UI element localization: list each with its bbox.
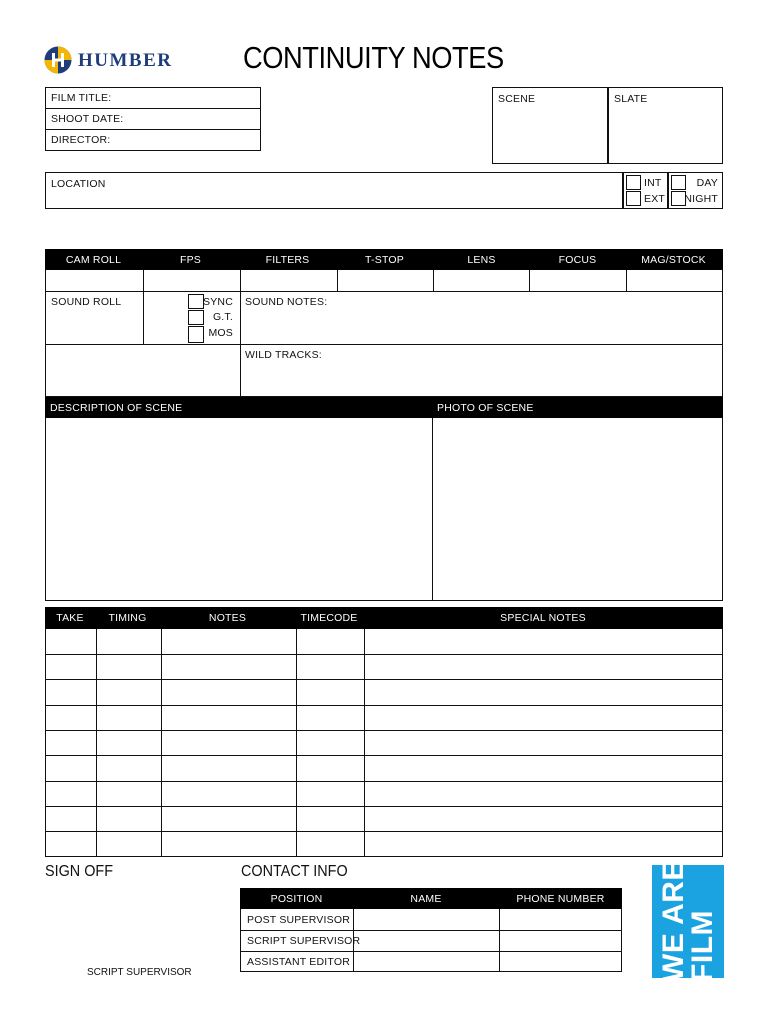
scene-slate-divider xyxy=(607,88,609,163)
logo-wordmark: HUMBER xyxy=(78,50,173,71)
grid-line xyxy=(529,270,530,291)
slate-label: SLATE xyxy=(614,93,648,105)
grid-line xyxy=(143,270,144,344)
post-supervisor-label: POST SUPERVISOR xyxy=(247,914,350,926)
scene-section-header xyxy=(45,397,723,418)
notes-header: NOTES xyxy=(208,612,247,624)
timing-header: TIMING xyxy=(108,612,147,624)
grid-line xyxy=(46,291,722,292)
grid-line xyxy=(337,270,338,291)
mag-stock-header: MAG/STOCK xyxy=(641,254,706,266)
gt-checkbox[interactable] xyxy=(188,310,204,325)
take-row-divider xyxy=(46,755,722,756)
night-label: NIGHT xyxy=(684,193,718,205)
scene-slate-box xyxy=(492,87,723,164)
cam-roll-header: CAM ROLL xyxy=(65,254,122,266)
position-header: POSITION xyxy=(270,893,323,905)
shoot-date-label: SHOOT DATE: xyxy=(51,113,124,125)
wild-tracks-label: WILD TRACKS: xyxy=(245,349,322,361)
script-supervisor-signature-label: SCRIPT SUPERVISOR xyxy=(87,967,192,978)
director-label: DIRECTOR: xyxy=(51,134,111,146)
takes-header xyxy=(45,607,723,629)
description-area[interactable] xyxy=(46,418,433,600)
int-day-divider xyxy=(667,173,669,208)
scene-section-body xyxy=(45,418,723,601)
camera-sound-grid xyxy=(45,270,723,397)
t-stop-header: T-STOP xyxy=(365,254,404,266)
lens-header: LENS xyxy=(467,254,496,266)
focus-header: FOCUS xyxy=(558,254,597,266)
take-row-divider xyxy=(46,831,722,832)
timecode-header: TIMECODE xyxy=(300,612,358,624)
description-header: DESCRIPTION OF SCENE xyxy=(50,402,183,414)
phone-header: PHONE NUMBER xyxy=(516,893,605,905)
badge-line-2: FILM xyxy=(686,909,719,982)
director-field[interactable] xyxy=(46,130,260,151)
grid-line xyxy=(96,629,97,856)
film-title-field[interactable] xyxy=(46,88,260,109)
take-row-divider xyxy=(46,679,722,680)
scene-label: SCENE xyxy=(498,93,536,105)
shoot-date-field[interactable] xyxy=(46,109,260,130)
film-info-box xyxy=(45,87,261,151)
int-checkbox[interactable] xyxy=(626,175,641,190)
grid-line xyxy=(241,951,621,952)
sound-notes-label: SOUND NOTES: xyxy=(245,296,328,308)
sign-off-title: SIGN OFF xyxy=(45,863,114,880)
filters-header: FILTERS xyxy=(265,254,310,266)
fps-header: FPS xyxy=(179,254,202,266)
day-label: DAY xyxy=(696,177,718,189)
mos-checkbox[interactable] xyxy=(188,326,204,343)
take-row-divider xyxy=(46,806,722,807)
humber-logo xyxy=(44,44,184,76)
grid-line xyxy=(241,930,621,931)
sync-label: SYNC xyxy=(203,296,233,308)
day-checkbox[interactable] xyxy=(671,175,686,190)
camera-header xyxy=(45,249,723,270)
takes-table[interactable] xyxy=(45,629,723,857)
grid-line xyxy=(240,270,241,396)
sync-checkbox[interactable] xyxy=(188,294,204,309)
take-row-divider xyxy=(46,705,722,706)
special-notes-header: SPECIAL NOTES xyxy=(500,612,586,624)
photo-area[interactable] xyxy=(434,418,722,600)
location-label: LOCATION xyxy=(51,178,106,190)
assistant-editor-label: ASSISTANT EDITOR xyxy=(247,956,350,968)
script-supervisor-label: SCRIPT SUPERVISOR xyxy=(247,935,361,947)
contact-info-title: CONTACT INFO xyxy=(241,863,348,880)
page-title: CONTINUITY NOTES xyxy=(243,40,504,75)
grid-line xyxy=(432,418,433,600)
name-header: NAME xyxy=(410,893,442,905)
sound-roll-label: SOUND ROLL xyxy=(51,296,122,308)
photo-header: PHOTO OF SCENE xyxy=(437,402,534,414)
grid-line xyxy=(296,629,297,856)
grid-line xyxy=(46,344,722,345)
take-row-divider xyxy=(46,781,722,782)
ext-label: EXT xyxy=(644,193,666,205)
int-label: INT xyxy=(644,177,662,189)
grid-line xyxy=(499,909,500,971)
gt-label: G.T. xyxy=(212,311,233,323)
mos-label: MOS xyxy=(208,327,233,339)
humber-logo-icon xyxy=(44,46,72,74)
contact-table xyxy=(240,909,622,972)
location-divider xyxy=(622,173,624,208)
grid-line xyxy=(364,629,365,856)
film-title-label: FILM TITLE: xyxy=(51,92,112,104)
grid-line xyxy=(433,270,434,291)
take-row-divider xyxy=(46,654,722,655)
contact-header xyxy=(240,888,622,909)
ext-checkbox[interactable] xyxy=(626,191,641,206)
badge-line-1: WE ARE xyxy=(657,860,690,982)
grid-line xyxy=(626,270,627,291)
we-are-film-badge xyxy=(652,860,724,982)
grid-line xyxy=(161,629,162,856)
location-box[interactable] xyxy=(45,172,723,209)
take-row-divider xyxy=(46,730,722,731)
we-are-film-text xyxy=(659,860,717,982)
take-header: TAKE xyxy=(56,612,84,624)
